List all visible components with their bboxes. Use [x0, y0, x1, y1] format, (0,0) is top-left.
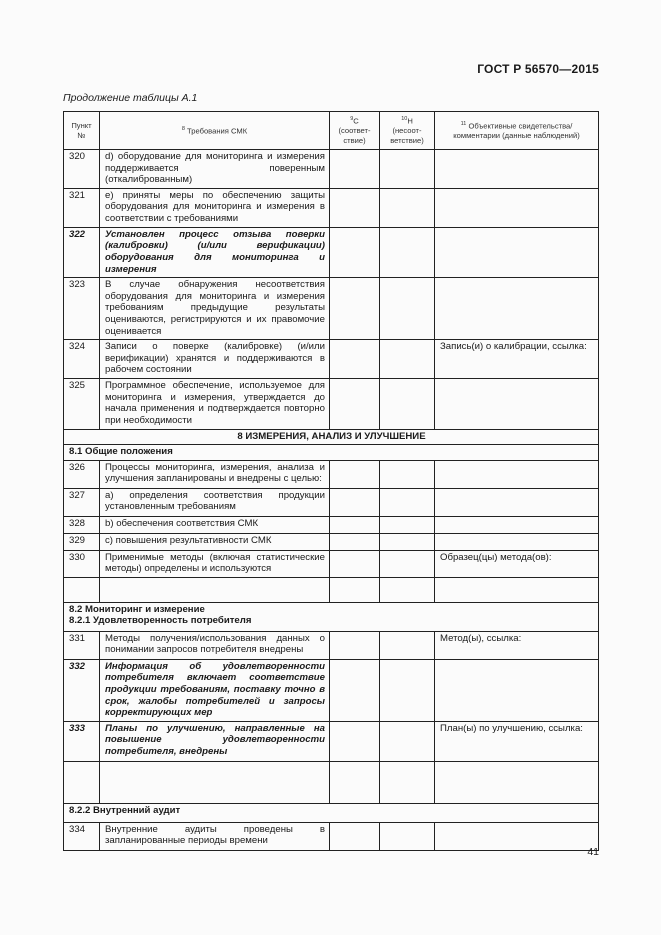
col-evidence: $^{11}$ Объективные свидетельства/ комментарии (данные наблюдений): [435, 112, 599, 150]
evidence-cell[interactable]: [435, 460, 599, 488]
nonconformity-cell[interactable]: [380, 721, 435, 761]
evidence-cell[interactable]: Запись(и) о калибрации, ссылка:: [435, 340, 599, 379]
row-number: 324: [64, 340, 100, 379]
subsection-heading: 8.2 Мониторинг и измерение 8.2.1 Удовлетворенность потребителя: [64, 602, 599, 631]
nonconformity-cell[interactable]: [380, 460, 435, 488]
evidence-cell[interactable]: [435, 516, 599, 533]
row-requirement: d) оборудование для мониторинга и измерения поддерживается поверенным (откалиброванным): [100, 150, 330, 189]
conformity-cell[interactable]: [330, 488, 380, 516]
table-row: [64, 822, 599, 850]
evidence-cell[interactable]: [435, 278, 599, 340]
evidence-cell[interactable]: [435, 533, 599, 550]
row-number: 333: [64, 721, 100, 761]
nonconformity-cell[interactable]: [380, 150, 435, 189]
row-number: 329: [64, 533, 100, 550]
table-header-row: [64, 112, 599, 150]
table-row: [64, 340, 599, 379]
requirements-table: [63, 111, 599, 851]
table-row: [64, 150, 599, 189]
nonconformity-cell[interactable]: [380, 761, 435, 803]
nonconformity-cell[interactable]: [380, 227, 435, 277]
subsection-heading: 8.1 Общие положения: [64, 445, 599, 461]
row-requirement: e) приняты меры по обеспечению защиты оборудования для мониторинга и измерения в соответствии с требованиями: [100, 188, 330, 227]
conformity-cell[interactable]: [330, 533, 380, 550]
row-requirement: b) обеспечения соответствия СМК: [100, 516, 330, 533]
row-requirement: Применимые методы (включая статистические методы) определены и используются: [100, 550, 330, 577]
row-requirement: Информация об удовлетворенности потребителя включает соответствие продукции требованиям, поставку точно в срок, жалобы потребителей и запросы корректирующих мер: [100, 659, 330, 721]
conformity-cell[interactable]: [330, 577, 380, 602]
table-row: [64, 533, 599, 550]
conformity-cell[interactable]: [330, 631, 380, 659]
row-number: [64, 577, 100, 602]
conformity-cell[interactable]: [330, 460, 380, 488]
conformity-cell[interactable]: [330, 340, 380, 379]
row-number: 320: [64, 150, 100, 189]
row-requirement: c) повышения результативности СМК: [100, 533, 330, 550]
subsection-row: [64, 602, 599, 631]
conformity-cell[interactable]: [330, 550, 380, 577]
table-row: [64, 227, 599, 277]
evidence-cell[interactable]: [435, 188, 599, 227]
row-requirement: Методы получения/использования данных о понимании запросов потребителя внедрены: [100, 631, 330, 659]
row-number: 326: [64, 460, 100, 488]
evidence-cell[interactable]: [435, 150, 599, 189]
nonconformity-cell[interactable]: [380, 577, 435, 602]
row-number: 323: [64, 278, 100, 340]
row-number: 325: [64, 379, 100, 429]
section-row: [64, 429, 599, 445]
evidence-cell[interactable]: [435, 227, 599, 277]
row-number: 321: [64, 188, 100, 227]
conformity-cell[interactable]: [330, 721, 380, 761]
row-number: 327: [64, 488, 100, 516]
row-requirement: Внутренние аудиты проведены в запланированные периоды времени: [100, 822, 330, 850]
nonconformity-cell[interactable]: [380, 822, 435, 850]
section-heading: 8 ИЗМЕРЕНИЯ, АНАЛИЗ И УЛУЧШЕНИЕ: [64, 429, 599, 445]
col-item-number: Пункт №: [64, 112, 100, 150]
evidence-cell[interactable]: [435, 488, 599, 516]
row-number: 334: [64, 822, 100, 850]
conformity-cell[interactable]: [330, 516, 380, 533]
table-row-empty: [64, 577, 599, 602]
nonconformity-cell[interactable]: [380, 533, 435, 550]
nonconformity-cell[interactable]: [380, 488, 435, 516]
col-nonconformity: $^{10}$Н (несоот- ветствие): [380, 112, 435, 150]
subsection-row: [64, 803, 599, 822]
nonconformity-cell[interactable]: [380, 278, 435, 340]
nonconformity-cell[interactable]: [380, 188, 435, 227]
conformity-cell[interactable]: [330, 227, 380, 277]
evidence-cell[interactable]: [435, 761, 599, 803]
row-requirement: [100, 577, 330, 602]
conformity-cell[interactable]: [330, 188, 380, 227]
subsection-row: [64, 445, 599, 461]
table-row: [64, 516, 599, 533]
row-requirement: Планы по улучшению, направленные на повышение удовлетворенности потребителя, внедрены: [100, 721, 330, 761]
nonconformity-cell[interactable]: [380, 340, 435, 379]
row-number: 332: [64, 659, 100, 721]
conformity-cell[interactable]: [330, 278, 380, 340]
conformity-cell[interactable]: [330, 822, 380, 850]
row-number: 331: [64, 631, 100, 659]
row-number: 330: [64, 550, 100, 577]
table-row: [64, 631, 599, 659]
row-requirement: [100, 761, 330, 803]
table-row: [64, 659, 599, 721]
table-caption: Продолжение таблицы А.1: [63, 92, 198, 104]
table-row: [64, 488, 599, 516]
evidence-cell[interactable]: [435, 822, 599, 850]
evidence-cell[interactable]: План(ы) по улучшению, ссылка:: [435, 721, 599, 761]
standard-code: ГОСТ Р 56570—2015: [477, 62, 599, 76]
row-requirement: Записи о поверке (калибровке) (и/или верификации) хранятся и поддерживаются в рабочем состоянии: [100, 340, 330, 379]
row-requirement: В случае обнаружения несоответствия оборудования для мониторинга и измерения требованиям предыдущие результаты оцениваются, регистрируются и их правомочие оценивается: [100, 278, 330, 340]
nonconformity-cell[interactable]: [380, 631, 435, 659]
nonconformity-cell[interactable]: [380, 516, 435, 533]
nonconformity-cell[interactable]: [380, 379, 435, 429]
evidence-cell[interactable]: [435, 577, 599, 602]
table-row: [64, 379, 599, 429]
table-row: [64, 278, 599, 340]
row-requirement: Установлен процесс отзыва поверки (калибровки) (и/или верификации) оборудования для мониторинга и измерения: [100, 227, 330, 277]
conformity-cell[interactable]: [330, 379, 380, 429]
page-number: 41: [587, 846, 599, 858]
row-requirement: Программное обеспечение, используемое для мониторинга и измерения, утверждается до начала применения и подтверждается повторно при необходимости: [100, 379, 330, 429]
conformity-cell[interactable]: [330, 659, 380, 721]
subsection-heading: 8.2.2 Внутренний аудит: [64, 803, 599, 822]
nonconformity-cell[interactable]: [380, 659, 435, 721]
evidence-cell[interactable]: [435, 659, 599, 721]
table-row-empty: [64, 761, 599, 803]
row-number: 322: [64, 227, 100, 277]
evidence-cell[interactable]: Образец(цы) метода(ов):: [435, 550, 599, 577]
table-row: [64, 721, 599, 761]
evidence-cell[interactable]: Метод(ы), ссылка:: [435, 631, 599, 659]
col-requirements: $^8$ Требования СМК: [100, 112, 330, 150]
nonconformity-cell[interactable]: [380, 550, 435, 577]
col-conformity: $^9$С (соответ- ствие): [330, 112, 380, 150]
table-row: [64, 550, 599, 577]
row-number: [64, 761, 100, 803]
table-row: [64, 188, 599, 227]
conformity-cell[interactable]: [330, 150, 380, 189]
table-row: [64, 460, 599, 488]
row-requirement: Процессы мониторинга, измерения, анализа и улучшения запланированы и внедрены с целью:: [100, 460, 330, 488]
row-number: 328: [64, 516, 100, 533]
row-requirement: a) определения соответствия продукции установленным требованиям: [100, 488, 330, 516]
evidence-cell[interactable]: [435, 379, 599, 429]
conformity-cell[interactable]: [330, 761, 380, 803]
